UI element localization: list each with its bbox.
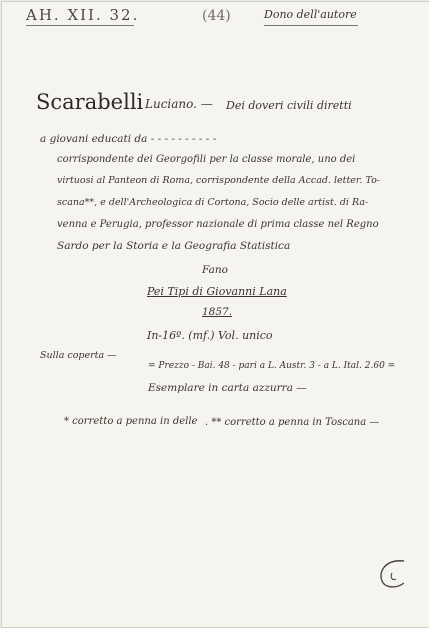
catalogue-number: (44) xyxy=(202,8,231,24)
title-line-4: virtuosi al Panteon di Roma, corrispondente della Accad. letter. To- xyxy=(57,175,380,186)
price-note: = Prezzo - Bai. 48 - pari a L. Austr. 3 - a L. Ital. 2.60 = xyxy=(148,361,396,371)
provenance-underline xyxy=(264,25,358,26)
title-line-7: Sardo per la Storia e la Geografia Statistica xyxy=(57,240,291,252)
title-line-6: venna e Perugia, professor nazionale di prima classe nel Regno xyxy=(57,219,379,230)
title-line-3: corrispondente dei Georgofili per la classe morale, uno dei xyxy=(57,154,356,165)
title-line-5: scana**, e dell'Archeologica di Cortona, Socio delle artist. di Ra- xyxy=(57,197,369,208)
imprint-year: 1857. xyxy=(202,306,233,318)
shelfmark: AH. XII. 32. xyxy=(26,6,140,24)
author-first-name: Luciano. — xyxy=(145,97,213,111)
cover-label: Sulla coperta — xyxy=(40,350,117,361)
author-surname: Scarabelli xyxy=(36,90,144,114)
title-line-2: a giovani educati da - - - - - - - - - - xyxy=(40,133,217,145)
copy-note: Esemplare in carta azzurra — xyxy=(148,382,307,394)
shelfmark-underline xyxy=(26,25,134,26)
catalogue-card xyxy=(1,1,429,628)
imprint-place: Fano xyxy=(202,264,228,276)
correction-note-1: * corretto a penna in delle xyxy=(64,416,198,427)
imprint-publisher: Pei Tipi di Giovanni Lana xyxy=(147,285,287,298)
provenance-note: Dono dell'autore xyxy=(264,8,357,21)
title-line-1: Dei doveri civili diretti xyxy=(226,99,352,112)
format-description: In-16º. (mf.) Vol. unico xyxy=(147,329,273,342)
correction-note-2: . ** corretto a penna in Toscana — xyxy=(205,417,380,428)
library-stamp-mark xyxy=(374,557,410,591)
